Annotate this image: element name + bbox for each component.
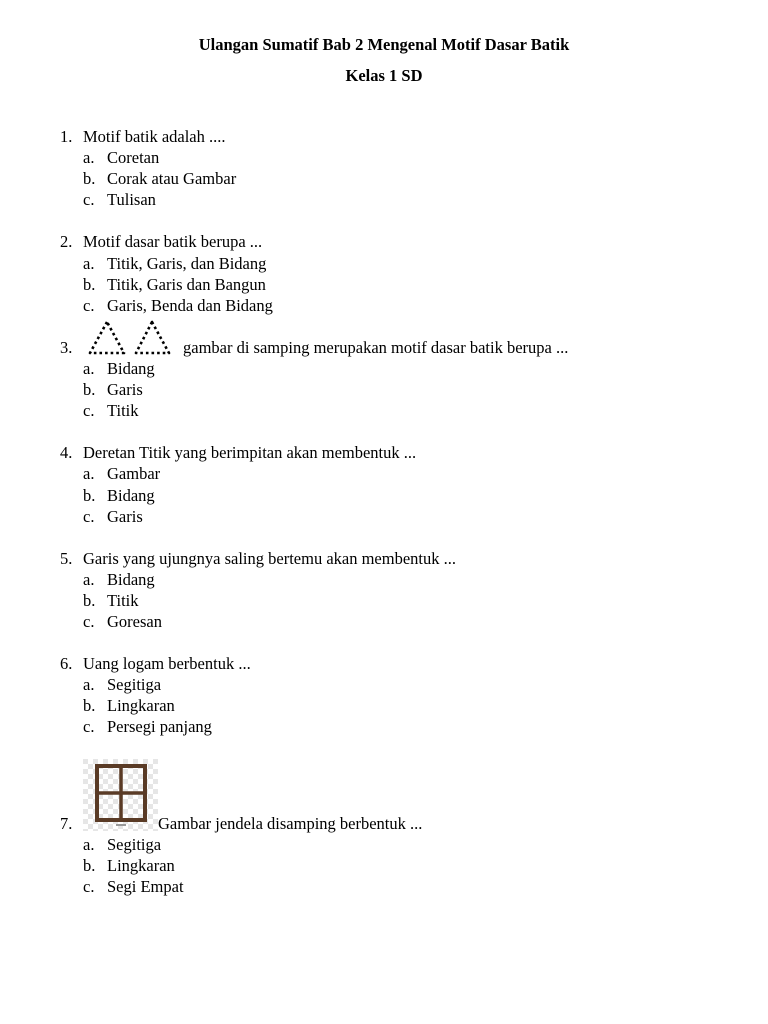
option-letter: a.	[83, 148, 95, 167]
option-text: Persegi panjang	[107, 717, 212, 736]
option-letter: c.	[83, 507, 95, 526]
option-letter: b.	[83, 591, 96, 610]
option-text: Corak atau Gambar	[107, 169, 237, 188]
question-number: 6.	[60, 654, 73, 673]
option-letter: b.	[83, 856, 96, 875]
page-title: Ulangan Sumatif Bab 2 Mengenal Motif Dasar Batik	[198, 35, 570, 54]
option-letter: b.	[83, 696, 96, 715]
option-letter: b.	[83, 169, 96, 188]
option-letter: c.	[83, 296, 95, 315]
option-text: Bidang	[107, 486, 155, 505]
option-letter: b.	[83, 486, 96, 505]
question-number: 4.	[60, 443, 73, 462]
question-number: 1.	[60, 127, 73, 146]
window-icon	[83, 759, 158, 831]
option-letter: b.	[83, 275, 96, 294]
option-text: Segitiga	[107, 835, 162, 854]
page-subtitle: Kelas 1 SD	[345, 66, 423, 85]
option-text: Garis	[107, 507, 143, 526]
option-text: Garis	[107, 380, 143, 399]
option-letter: c.	[83, 877, 95, 896]
option-text: Tulisan	[107, 190, 156, 209]
option-letter: a.	[83, 359, 95, 378]
question-number: 7.	[60, 814, 73, 833]
option-letter: c.	[83, 190, 95, 209]
option-letter: a.	[83, 464, 95, 483]
option-letter: a.	[83, 254, 95, 273]
question-text: Motif dasar batik berupa ...	[83, 232, 263, 251]
option-letter: a.	[83, 835, 95, 854]
dotted-triangles-icon	[86, 318, 176, 358]
question-number: 2.	[60, 232, 73, 251]
option-letter: a.	[83, 675, 95, 694]
option-text: Gambar	[107, 464, 161, 483]
option-text: Titik, Garis, dan Bidang	[107, 254, 267, 273]
question-text: Deretan Titik yang berimpitan akan membentuk ...	[83, 443, 417, 462]
option-letter: b.	[83, 380, 96, 399]
option-text: Coretan	[107, 148, 160, 167]
option-letter: c.	[83, 717, 95, 736]
option-letter: c.	[83, 401, 95, 420]
option-text: Segi Empat	[107, 877, 184, 896]
option-text: Lingkaran	[107, 696, 175, 715]
option-text: Lingkaran	[107, 856, 175, 875]
option-text: Garis, Benda dan Bidang	[107, 296, 273, 315]
option-text: Goresan	[107, 612, 162, 631]
option-text: Titik, Garis dan Bangun	[107, 275, 266, 294]
question-number: 5.	[60, 549, 73, 568]
option-text: Titik	[107, 591, 139, 610]
question-text: Motif batik adalah ....	[83, 127, 226, 146]
option-text: Bidang	[107, 359, 155, 378]
question-number: 3.	[60, 338, 73, 357]
option-text: Segitiga	[107, 675, 162, 694]
option-text: Titik	[107, 401, 139, 420]
option-text: Bidang	[107, 570, 155, 589]
question-text: Gambar jendela disamping berbentuk ...	[158, 814, 423, 833]
question-text: gambar di samping merupakan motif dasar batik berupa ...	[183, 338, 569, 357]
question-text: Uang logam berbentuk ...	[83, 654, 251, 673]
option-letter: c.	[83, 612, 95, 631]
question-text: Garis yang ujungnya saling bertemu akan membentuk ...	[83, 549, 456, 568]
option-letter: a.	[83, 570, 95, 589]
